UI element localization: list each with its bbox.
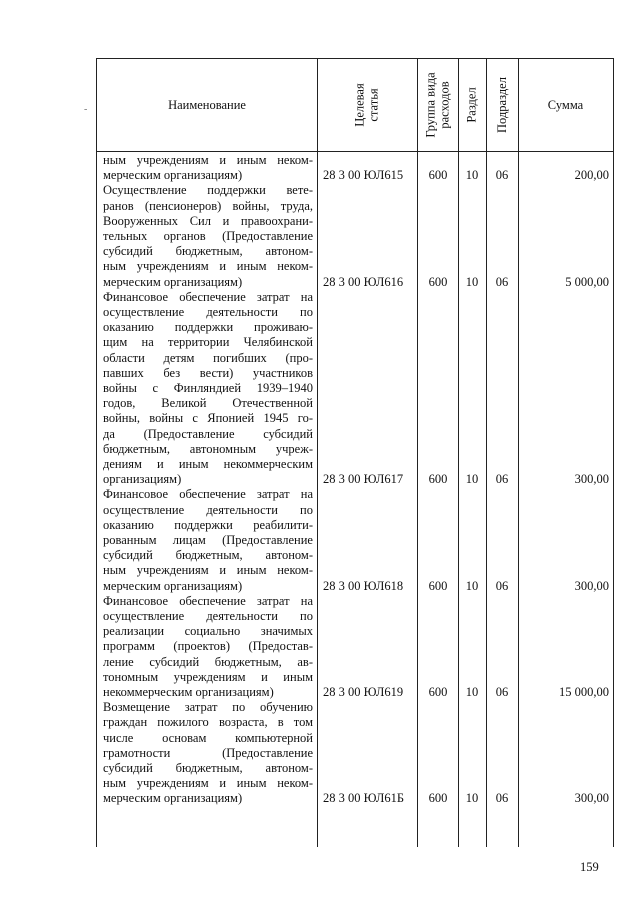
- row-name-line: ным учреждениям и иным неком-: [103, 153, 313, 167]
- row-subsection-code: 06: [495, 472, 509, 487]
- row-group-code: 600: [428, 684, 448, 699]
- row-name-line: Возмещение затрат по обучению: [103, 700, 313, 715]
- row-section-code: 10: [465, 791, 479, 806]
- row-target-code: 28 3 00 ЮЛ616: [323, 274, 404, 289]
- row-target-code: 28 3 00 ЮЛ615: [323, 168, 404, 183]
- row-sum: 300,00: [574, 791, 609, 806]
- row-sum: 15 000,00: [559, 684, 609, 699]
- row-name-line: субсидий бюджетным, автоном-: [103, 548, 313, 563]
- header-section: [458, 59, 486, 151]
- row-name-line: Финансовое обеспечение затрат на: [103, 487, 313, 502]
- row-target-code: 28 3 00 ЮЛ61Б: [323, 791, 405, 806]
- row-sum: 200,00: [574, 168, 609, 183]
- row-group-code: 600: [428, 168, 448, 183]
- row-name-line: оказанию поддержки реабилити-: [103, 517, 313, 532]
- row-name-line: некоммерческим организациям): [103, 685, 274, 700]
- row-name-line: программ (проектов) (Предостав-: [103, 639, 313, 654]
- row-name-line: субсидий бюджетным, автоном-: [103, 761, 313, 775]
- row-name: [103, 594, 313, 700]
- row-section-code: 10: [465, 472, 479, 487]
- row-name-line: мерческим организациям): [103, 274, 243, 289]
- row-subsection-code: 06: [495, 274, 509, 289]
- row-name: [103, 153, 313, 183]
- row-group-code: 600: [428, 472, 448, 487]
- header-sum: [518, 59, 613, 151]
- row-name-line: ным учреждениям и иным неком-: [103, 259, 313, 274]
- header-group: [417, 59, 458, 151]
- table-row: [97, 594, 613, 700]
- row-subsection-code: 06: [495, 684, 509, 699]
- row-group-code: 600: [428, 791, 448, 806]
- header-group-label: Группа вида расходов: [423, 72, 452, 138]
- table-row: [97, 153, 613, 183]
- row-name-line: ным учреждениям и иным неком-: [103, 776, 313, 791]
- row-subsection-code: 06: [495, 168, 509, 183]
- margin-mark: -: [84, 104, 88, 115]
- row-name-line: тономным учреждениям и иным: [103, 669, 313, 684]
- row-target-code: 28 3 00 ЮЛ618: [323, 578, 404, 593]
- table-row: [97, 487, 613, 593]
- header-target: [317, 59, 417, 151]
- budget-table: [96, 58, 614, 847]
- row-name: [103, 487, 313, 593]
- row-name-line: Вооруженных Сил и правоохрани-: [103, 213, 313, 228]
- header-name-label: Наименование: [168, 98, 246, 112]
- row-group-code: 600: [428, 274, 448, 289]
- row-name-line: да (Предоставление субсидий: [103, 426, 313, 441]
- row-name-line: павших без вести) участников: [103, 365, 313, 380]
- header-subsection-label: Подраздел: [495, 77, 509, 133]
- row-target-code: 28 3 00 ЮЛ617: [323, 472, 404, 487]
- row-target-code: 28 3 00 ЮЛ619: [323, 684, 404, 699]
- row-name-line: оказанию поддержки проживаю-: [103, 320, 313, 335]
- row-sum: 300,00: [574, 578, 609, 593]
- row-name-line: мерческим организациям): [103, 578, 243, 593]
- table-row: [97, 183, 613, 289]
- row-name-line: годов, Великой Отечественной: [103, 396, 313, 411]
- row-section-code: 10: [465, 274, 479, 289]
- row-section-code: 10: [465, 684, 479, 699]
- row-name-line: войны с Финляндией 1939–1940: [103, 381, 313, 396]
- row-name-line: Осуществление поддержки вете-: [103, 183, 313, 198]
- row-name-line: ным учреждениям и иным неком-: [103, 563, 313, 578]
- header-subsection: [486, 59, 518, 151]
- row-name-line: щим на территории Челябинской: [103, 335, 313, 350]
- row-name-line: ление субсидий бюджетным, ав-: [103, 654, 313, 669]
- row-name-line: дениям и иным некоммерческим: [103, 457, 313, 472]
- row-name-line: граждан пожилого возраста, в том: [103, 715, 313, 730]
- row-name-line: числе основам компьютерной: [103, 730, 313, 745]
- header-target-label: Целевая статья: [353, 83, 381, 127]
- header-section-label: Раздел: [465, 87, 480, 123]
- row-subsection-code: 06: [495, 578, 509, 593]
- row-name-line: рованным лицам (Предоставление: [103, 533, 313, 547]
- header-name: [97, 59, 317, 151]
- row-name: [103, 700, 313, 806]
- row-name: [103, 183, 313, 289]
- row-sum: 300,00: [574, 472, 609, 487]
- table-row: [97, 290, 613, 488]
- row-group-code: 600: [428, 578, 448, 593]
- header-sum-label: Сумма: [547, 98, 584, 112]
- row-name-line: осуществление деятельности по: [103, 502, 313, 517]
- row-name-line: ранов (пенсионеров) войны, труда,: [103, 198, 313, 213]
- row-subsection-code: 06: [495, 791, 509, 806]
- row-name: [103, 290, 313, 488]
- row-section-code: 10: [465, 168, 479, 183]
- table-row: [97, 700, 613, 806]
- row-sum: 5 000,00: [565, 274, 609, 289]
- row-section-code: 10: [465, 578, 479, 593]
- row-name-line: организациям): [103, 472, 182, 487]
- row-name-line: субсидий бюджетным, автоном-: [103, 244, 313, 259]
- row-name-line: мерческим организациям): [103, 168, 243, 183]
- row-name-line: Финансовое обеспечение затрат на: [103, 593, 313, 608]
- row-name-line: осуществление деятельности по: [103, 305, 313, 319]
- row-name-line: Финансовое обеспечение затрат на: [103, 289, 313, 304]
- row-name-line: войны, войны с Японией 1945 го-: [103, 411, 313, 426]
- row-name-line: тельных органов (Предоставление: [103, 229, 313, 243]
- row-name-line: грамотности (Предоставление: [103, 745, 313, 760]
- row-name-line: области детям погибших (про-: [103, 350, 313, 365]
- page-number: 159: [580, 860, 599, 874]
- row-name-line: бюджетным, автономным учреж-: [103, 441, 313, 456]
- row-name-line: реализации социально значимых: [103, 624, 313, 639]
- header-divider: [97, 151, 613, 152]
- row-name-line: мерческим организациям): [103, 791, 243, 806]
- row-name-line: осуществление деятельности по: [103, 609, 313, 623]
